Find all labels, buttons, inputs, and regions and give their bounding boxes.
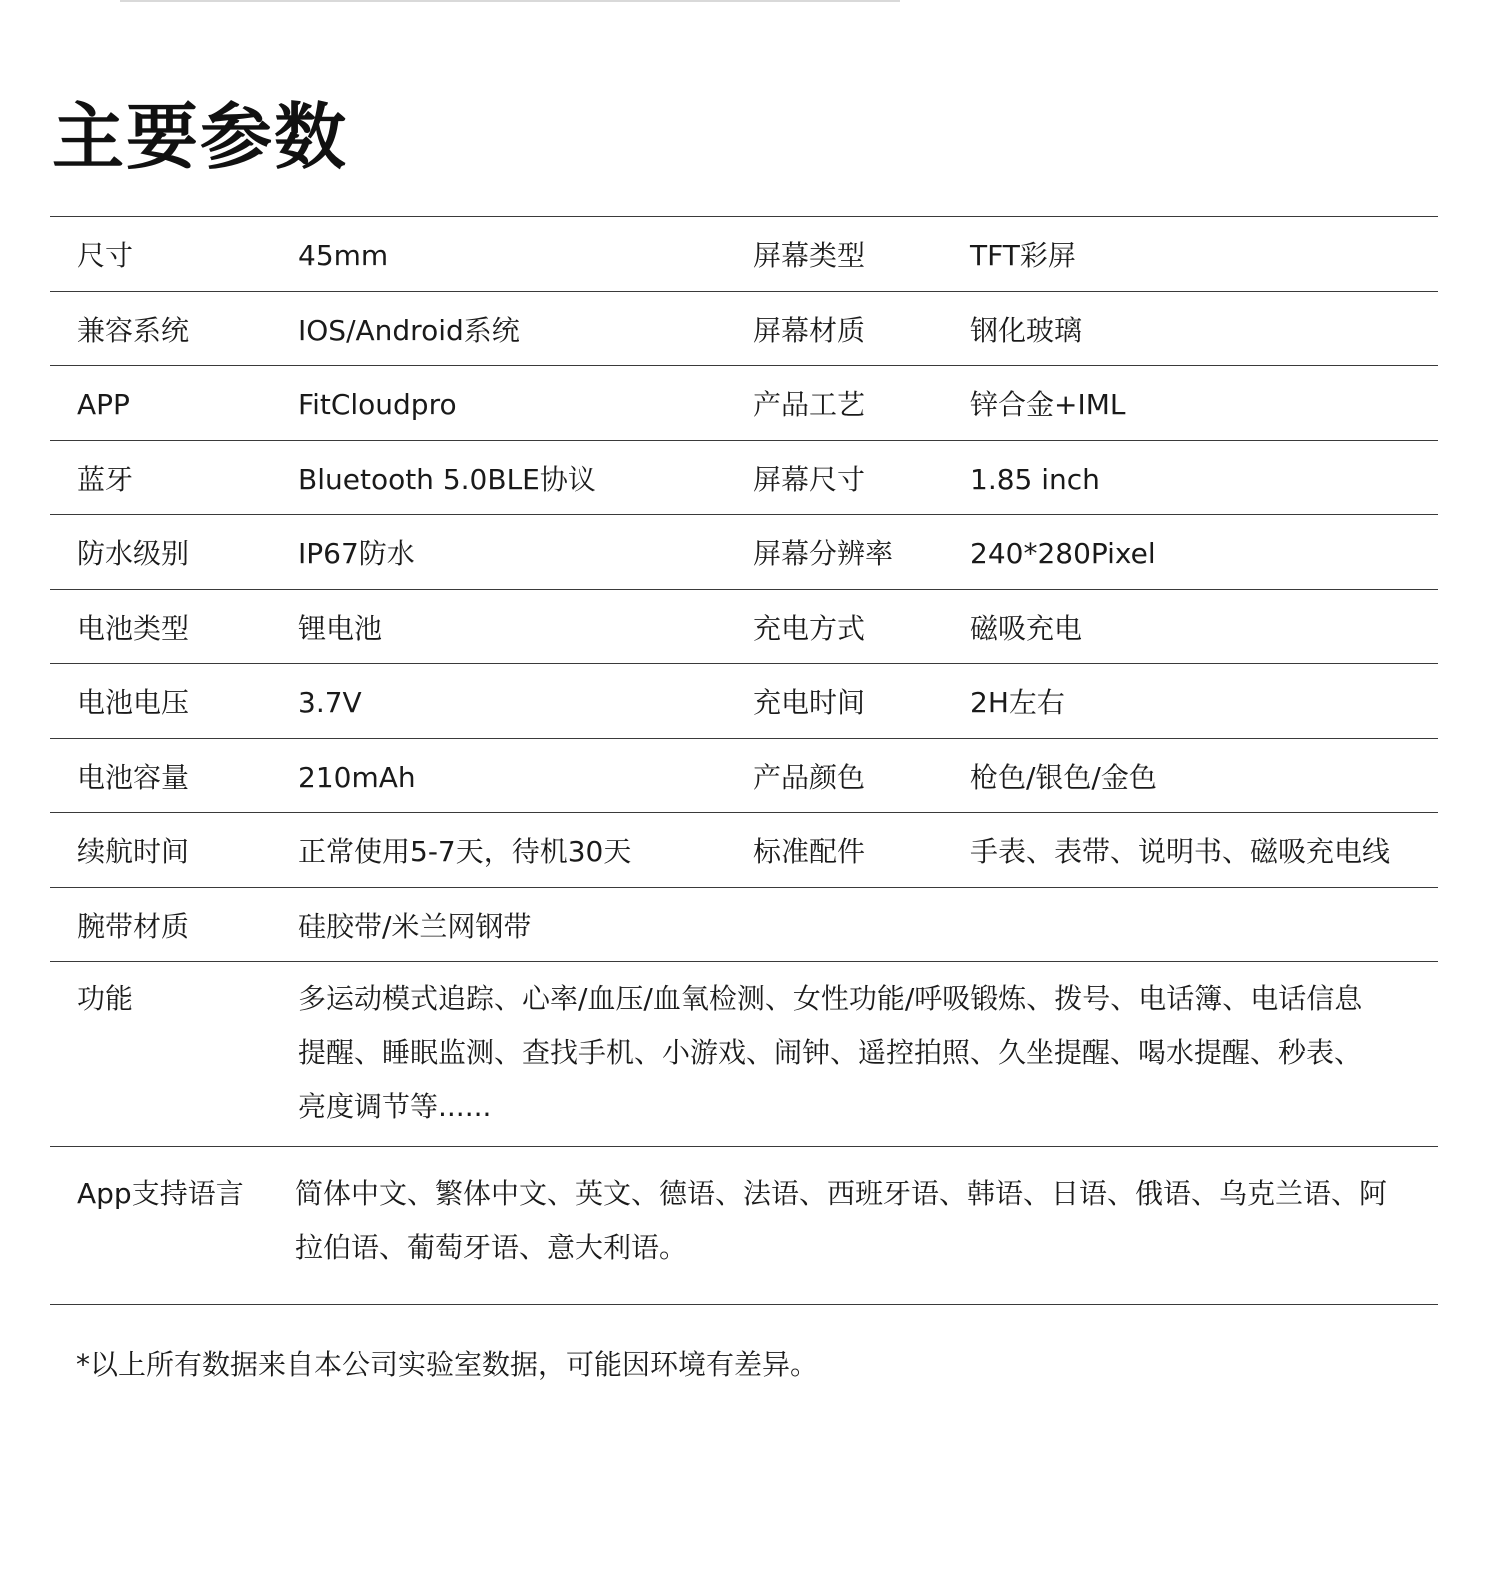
spec-label: 蓝牙 xyxy=(77,462,134,496)
spec-label: 电池容量 xyxy=(77,760,190,794)
languages-row xyxy=(50,1147,1438,1305)
spec-value: TFT彩屏 xyxy=(970,239,1076,272)
spec-label: 电池类型 xyxy=(77,611,190,645)
spec-label: 屏幕类型 xyxy=(753,239,866,272)
spec-label: 屏幕分辨率 xyxy=(753,537,894,570)
spec-value: Bluetooth 5.0BLE协议 xyxy=(298,462,596,496)
spec-label: 屏幕尺寸 xyxy=(753,462,866,496)
spec-label: APP xyxy=(77,388,130,421)
footnote: *以上所有数据来自本公司实验室数据，可能因环境有差异。 xyxy=(76,1348,819,1381)
table-row xyxy=(50,515,1438,590)
table-row xyxy=(50,813,1438,888)
spec-label: 产品颜色 xyxy=(753,760,866,794)
functions-row xyxy=(50,962,1438,1147)
spec-label: 产品工艺 xyxy=(753,388,866,421)
spec-label: 兼容系统 xyxy=(77,313,190,347)
spec-value: 硅胶带/米兰网钢带 xyxy=(298,909,532,943)
spec-value: 3.7V xyxy=(298,686,362,719)
spec-value: 枪色/银色/金色 xyxy=(970,760,1157,794)
spec-value: IOS/Android系统 xyxy=(298,313,520,347)
functions-value: 多运动模式追踪、心率/血压/血氧检测、女性功能/呼吸锻炼、拨号、电话簿、电话信息提醒、睡眠监测、查找手机、小游戏、闹钟、遥控拍照、久坐提醒、喝水提醒、秒表、亮度调节等...... xyxy=(298,982,1363,1123)
spec-value: 锂电池 xyxy=(298,611,383,645)
spec-label: 充电时间 xyxy=(753,686,866,719)
languages-value: 简体中文、繁体中文、英文、德语、法语、西班牙语、韩语、日语、俄语、乌克兰语、阿拉伯语、葡萄牙语、意大利语。 xyxy=(295,1177,1388,1264)
table-row xyxy=(50,217,1438,292)
spec-value: 240*280Pixel xyxy=(970,537,1156,570)
table-row xyxy=(50,739,1438,814)
page-title: 主要参数 xyxy=(52,95,349,179)
spec-value: 45mm xyxy=(298,239,389,272)
spec-label: 屏幕材质 xyxy=(753,313,866,347)
functions-label: 功能 xyxy=(77,982,134,1015)
spec-value: 正常使用5-7天，待机30天 xyxy=(298,835,632,868)
spec-value: 手表、表带、说明书、磁吸充电线 xyxy=(970,835,1391,868)
spec-table xyxy=(50,216,1438,1305)
spec-label: 防水级别 xyxy=(77,537,190,570)
spec-label: 腕带材质 xyxy=(77,909,190,943)
spec-label: 充电方式 xyxy=(753,611,866,645)
spec-label: 尺寸 xyxy=(77,239,134,272)
spec-value: 210mAh xyxy=(298,760,416,794)
table-row xyxy=(50,664,1438,739)
spec-value: 锌合金+IML xyxy=(970,388,1126,421)
spec-value: 1.85 inch xyxy=(970,462,1100,496)
table-row xyxy=(50,888,1438,963)
spec-label: 续航时间 xyxy=(77,835,190,868)
top-divider xyxy=(120,0,900,2)
spec-label: 电池电压 xyxy=(77,686,190,719)
spec-value: 钢化玻璃 xyxy=(970,313,1083,347)
table-row xyxy=(50,292,1438,367)
table-row xyxy=(50,366,1438,441)
languages-label: App支持语言 xyxy=(77,1177,244,1210)
spec-label: 标准配件 xyxy=(753,835,866,868)
table-row xyxy=(50,590,1438,665)
spec-value: 磁吸充电 xyxy=(970,611,1083,645)
spec-value: 2H左右 xyxy=(970,686,1065,719)
spec-value: IP67防水 xyxy=(298,537,415,570)
table-row xyxy=(50,441,1438,516)
spec-value: FitCloudpro xyxy=(298,388,457,421)
